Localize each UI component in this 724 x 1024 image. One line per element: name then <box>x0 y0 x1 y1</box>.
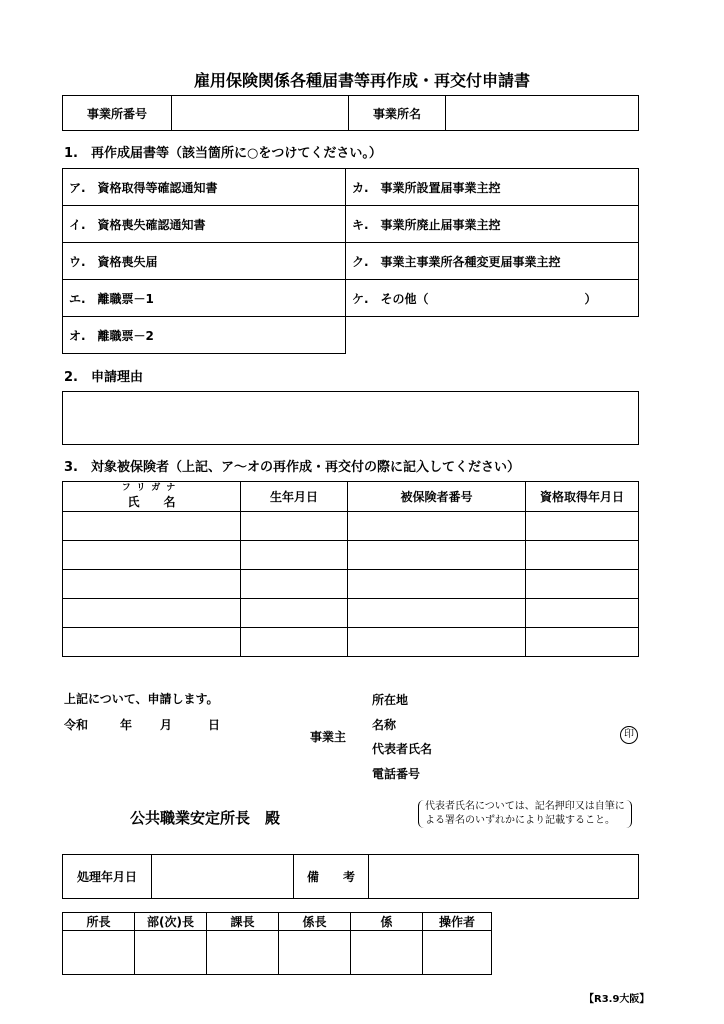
birth-cell[interactable] <box>241 570 348 599</box>
name-cell[interactable] <box>63 512 241 541</box>
note-line-2: よる署名のいずれかにより記載すること。 <box>425 815 615 826</box>
date-cell[interactable] <box>526 599 639 628</box>
insured-table <box>62 481 639 657</box>
representative-label: 代表者氏名 <box>372 742 433 756</box>
approval-stamp-cell[interactable] <box>423 931 492 975</box>
form-title: 雇用保険関係各種届書等再作成・再交付申請書 <box>193 71 530 90</box>
doc-item-ku[interactable]: ク. 事業主事業所各種変更届事業主控 <box>346 243 639 280</box>
reason-input[interactable] <box>63 392 638 444</box>
doc-item-ki[interactable]: キ. 事業所廃止届事業主控 <box>346 206 639 243</box>
col-name-header <box>63 482 241 512</box>
phone-label: 電話番号 <box>372 767 421 781</box>
date-day-label: 日 <box>208 718 221 732</box>
document-right-table <box>345 168 639 317</box>
table-row <box>63 570 639 599</box>
approval-table <box>62 912 492 975</box>
table-row <box>63 541 639 570</box>
processing-date-field[interactable] <box>152 855 294 899</box>
col-furigana: フリガナ <box>121 483 182 493</box>
approval-header-section-chief: 課長 <box>207 913 279 931</box>
birth-cell[interactable] <box>241 599 348 628</box>
approval-stamp-cell[interactable] <box>279 931 351 975</box>
approval-stamp-cell[interactable] <box>135 931 207 975</box>
approval-stamp-cell[interactable] <box>351 931 423 975</box>
note-line-1: 代表者氏名については、記名押印又は自筆に <box>425 801 625 812</box>
doc-item-e[interactable]: エ. 離職票－1 <box>63 280 346 317</box>
approval-stamp-cell[interactable] <box>207 931 279 975</box>
approval-header-deputy: 部(次)長 <box>135 913 207 931</box>
number-cell[interactable] <box>348 599 526 628</box>
office-number-input[interactable] <box>172 96 348 130</box>
approval-header-operator: 操作者 <box>423 913 492 931</box>
address-label: 所在地 <box>372 693 409 707</box>
table-row <box>63 599 639 628</box>
number-cell[interactable] <box>348 512 526 541</box>
birth-cell[interactable] <box>241 628 348 657</box>
doc-item-i[interactable]: イ. 資格喪失確認通知書 <box>63 206 346 243</box>
remarks-label: 備 考 <box>294 855 369 899</box>
col-birth-header: 生年月日 <box>241 482 348 512</box>
name-cell[interactable] <box>63 628 241 657</box>
office-name-input[interactable] <box>446 96 638 130</box>
employer-label: 事業主 <box>310 730 347 744</box>
remarks-field[interactable] <box>369 855 639 899</box>
date-cell[interactable] <box>526 512 639 541</box>
signature-note <box>418 800 632 828</box>
doc-item-o[interactable]: オ. 離職票－2 <box>63 317 346 354</box>
office-name-label: 事業所名 <box>349 96 446 131</box>
doc-item-u[interactable]: ウ. 資格喪失届 <box>63 243 346 280</box>
name-cell[interactable] <box>63 599 241 628</box>
section1-heading: 1. 再作成届書等（該当箇所に○をつけてください。） <box>64 146 382 161</box>
date-month-label: 月 <box>160 718 173 732</box>
date-cell[interactable] <box>526 628 639 657</box>
date-era: 令和 <box>64 718 89 732</box>
table-row <box>63 512 639 541</box>
addressee: 公共職業安定所長 殿 <box>130 809 281 827</box>
birth-cell[interactable] <box>241 512 348 541</box>
name-cell[interactable] <box>63 541 241 570</box>
processing-date-label: 処理年月日 <box>63 855 152 899</box>
section3-heading: 3. 対象被保険者（上記、ア～オの再作成・再交付の際に記入してください） <box>64 460 520 475</box>
number-cell[interactable] <box>348 628 526 657</box>
office-name-field[interactable] <box>446 96 639 131</box>
number-cell[interactable] <box>348 541 526 570</box>
section2-heading: 2. 申請理由 <box>64 370 143 385</box>
office-number-field[interactable] <box>172 96 349 131</box>
col-number-header: 被保険者番号 <box>348 482 526 512</box>
approval-header-director: 所長 <box>63 913 135 931</box>
reason-box <box>62 391 639 445</box>
doc-item-ka[interactable]: カ. 事業所設置届事業主控 <box>346 169 639 206</box>
approval-header-unit-chief: 係長 <box>279 913 351 931</box>
processing-table <box>62 854 639 899</box>
col-name: 氏 名 <box>127 495 176 509</box>
number-cell[interactable] <box>348 570 526 599</box>
date-year-label: 年 <box>120 718 133 732</box>
approval-header-staff: 係 <box>351 913 423 931</box>
reason-field[interactable] <box>63 392 639 445</box>
table-row <box>63 628 639 657</box>
date-cell[interactable] <box>526 541 639 570</box>
birth-cell[interactable] <box>241 541 348 570</box>
document-left-table <box>62 168 346 354</box>
application-statement: 上記について、申請します。 <box>64 692 219 706</box>
office-number-label: 事業所番号 <box>63 96 172 131</box>
col-date-header: 資格取得年月日 <box>526 482 639 512</box>
name-cell[interactable] <box>63 570 241 599</box>
company-name-label: 名称 <box>372 718 397 732</box>
footer-code: 【R3.9大阪】 <box>584 994 650 1005</box>
approval-stamp-cell[interactable] <box>63 931 135 975</box>
date-cell[interactable] <box>526 570 639 599</box>
doc-item-ke[interactable]: ケ. その他（ ） <box>346 280 639 317</box>
seal-mark: 印 <box>620 726 638 744</box>
doc-item-a[interactable]: ア. 資格取得等確認通知書 <box>63 169 346 206</box>
office-header-table <box>62 95 639 131</box>
